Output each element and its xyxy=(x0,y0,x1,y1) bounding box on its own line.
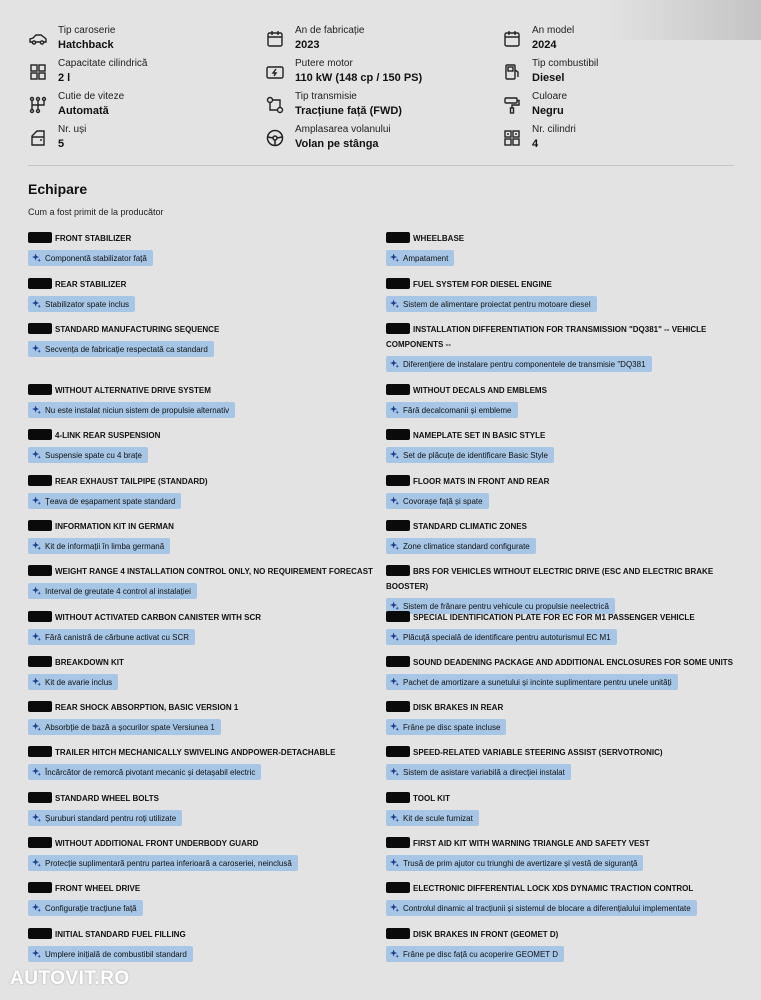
equipment-name: SPEED-RELATED VARIABLE STEERING ASSIST (SERVOTRONIC) xyxy=(413,748,663,757)
spec-value: Tracțiune față (FWD) xyxy=(295,105,402,117)
equipment-name: ELECTRONIC DIFFERENTIAL LOCK XDS DYNAMIC TRACTION CONTROL xyxy=(413,884,694,893)
sparkle-icon xyxy=(32,903,41,912)
equipment-code-redacted xyxy=(28,520,52,531)
equipment-name-line xyxy=(386,474,741,489)
equipment-description: Zone climatice standard configurate xyxy=(403,542,530,551)
section-divider xyxy=(28,165,734,166)
equipment-item xyxy=(386,383,741,418)
equipment-name: REAR EXHAUST TAILPIPE (STANDARD) xyxy=(55,477,208,486)
sparkle-icon xyxy=(390,632,399,641)
equipment-name: SPECIAL IDENTIFICATION PLATE FOR EC FOR M1 PASSENGER VEHICLE xyxy=(413,613,695,622)
equipment-code-redacted xyxy=(386,611,410,622)
equipment-code-redacted xyxy=(386,384,410,395)
equipment-item xyxy=(386,836,741,871)
equipment-name: STANDARD MANUFACTURING SEQUENCE xyxy=(55,325,220,334)
equipment-name-line xyxy=(386,428,741,443)
equipment-code-redacted xyxy=(386,520,410,531)
equipment-item xyxy=(28,836,383,871)
sparkle-icon xyxy=(32,344,41,353)
equipment-description: Configurație tracțiune față xyxy=(45,904,137,913)
equipment-code-redacted xyxy=(28,837,52,848)
equipment-name-line xyxy=(28,927,383,942)
equipment-code-redacted xyxy=(28,746,52,757)
equipment-description-chip xyxy=(386,855,643,871)
equipment-name: WITHOUT ALTERNATIVE DRIVE SYSTEM xyxy=(55,386,211,395)
sparkle-icon xyxy=(32,253,41,262)
equipment-name-line xyxy=(28,610,383,625)
equipment-item xyxy=(386,231,741,266)
sparkle-icon xyxy=(390,722,399,731)
autovit-watermark: AUTOVIT.RO xyxy=(10,968,130,989)
equipment-name-line xyxy=(386,655,741,670)
equipment-description: Secvența de fabricație respectată ca standard xyxy=(45,345,208,354)
equipment-name: STANDARD WHEEL BOLTS xyxy=(55,794,159,803)
equipment-code-redacted xyxy=(386,323,410,334)
equipment-item xyxy=(386,428,741,463)
equipment-item xyxy=(386,474,741,509)
equipment-item xyxy=(386,564,741,614)
equipment-item xyxy=(28,791,383,826)
equipment-description-chip xyxy=(386,764,571,780)
equipment-code-redacted xyxy=(386,278,410,289)
equipment-description: Fără canistră de cărbune activat cu SCR xyxy=(45,633,190,642)
sparkle-icon xyxy=(32,299,41,308)
equipment-description: Plăcuță specială de identificare pentru autoturismul EC M1 xyxy=(403,633,611,642)
equipment-name: TOOL KIT xyxy=(413,794,451,803)
equipment-description: Protecție suplimentară pentru partea inferioară a caroseriei, neinclusă xyxy=(45,859,292,868)
equipment-description-chip xyxy=(386,810,479,826)
equipment-code-redacted xyxy=(386,882,410,893)
equipment-item xyxy=(386,927,741,962)
equipment-code-redacted xyxy=(28,701,52,712)
spec-value: 5 xyxy=(58,138,65,150)
spec-label: Nr. cilindri xyxy=(532,124,576,135)
equipment-description-chip xyxy=(28,583,197,599)
equipment-code-redacted xyxy=(28,792,52,803)
sparkle-icon xyxy=(390,677,399,686)
equipment-name-line xyxy=(28,700,383,715)
equipment-description-chip xyxy=(28,296,135,312)
equipment-description-chip xyxy=(386,356,652,372)
cylinders-icon xyxy=(502,128,522,148)
spec-label: Tip combustibil xyxy=(532,58,599,69)
spec-value: Negru xyxy=(532,105,564,117)
sparkle-icon xyxy=(32,949,41,958)
equipment-name-line xyxy=(28,474,383,489)
equipment-description: Sistem de asistare variabilă a direcției instalat xyxy=(403,768,565,777)
spec-value: Hatchback xyxy=(58,39,114,51)
equipment-code-redacted xyxy=(28,882,52,893)
equipment-description-chip xyxy=(386,900,697,916)
sparkle-icon xyxy=(390,903,399,912)
equipment-item xyxy=(386,700,741,735)
equipment-code-redacted xyxy=(28,611,52,622)
equipment-name: DISK BRAKES IN FRONT (GEOMET D) xyxy=(413,930,559,939)
equipment-description-chip xyxy=(386,538,536,554)
equipment-description: Set de plăcuțe de identificare Basic Style xyxy=(403,451,548,460)
spec-label: Putere motor xyxy=(295,58,353,69)
spec-value: 110 kW (148 cp / 150 PS) xyxy=(295,72,423,84)
equipment-description-chip xyxy=(28,629,195,645)
equipment-item xyxy=(28,881,383,916)
equipment-code-redacted xyxy=(386,656,410,667)
sparkle-icon xyxy=(32,858,41,867)
equipment-name: NAMEPLATE SET IN BASIC STYLE xyxy=(413,431,546,440)
equipment-name-line xyxy=(386,322,741,352)
equipment-title: Echipare xyxy=(28,181,88,197)
equipment-name: WITHOUT ACTIVATED CARBON CANISTER WITH SCR xyxy=(55,613,262,622)
sparkle-icon xyxy=(32,496,41,505)
equipment-item xyxy=(386,610,741,645)
equipment-description: Frâne pe disc spate incluse xyxy=(403,723,501,732)
equipment-name: WHEELBASE xyxy=(413,234,465,243)
equipment-name: BRS FOR VEHICLES WITHOUT ELECTRIC DRIVE (ESC AND ELECTRIC BRAKE BOOSTER) xyxy=(386,567,714,591)
sparkle-icon xyxy=(390,858,399,867)
equipment-description-chip xyxy=(28,250,153,266)
equipment-description-chip xyxy=(386,946,564,962)
equipment-description: Fără decalcomanii și embleme xyxy=(403,406,512,415)
equipment-description-chip xyxy=(28,855,298,871)
sparkle-icon xyxy=(32,586,41,595)
equipment-description: Pachet de amortizare a sunetului și incinte suplimentare pentru unele unități xyxy=(403,678,672,687)
equipment-name-line xyxy=(386,791,741,806)
specs-grid xyxy=(0,0,761,160)
spec-value: 2 l xyxy=(58,72,71,84)
equipment-item xyxy=(28,383,383,418)
equipment-description-chip xyxy=(28,402,235,418)
equipment-code-redacted xyxy=(28,278,52,289)
equipment-description: Componentă stabilizator față xyxy=(45,254,147,263)
engine-icon xyxy=(28,62,48,82)
equipment-code-redacted xyxy=(386,429,410,440)
spec-label: Amplasarea volanului xyxy=(295,124,391,135)
sparkle-icon xyxy=(390,299,399,308)
equipment-description: Covorașe față și spate xyxy=(403,497,483,506)
equipment-description: Trusă de prim ajutor cu triunghi de avertizare și vestă de siguranță xyxy=(403,859,638,868)
equipment-description-chip xyxy=(386,493,489,509)
sparkle-icon xyxy=(32,722,41,731)
door-icon xyxy=(28,128,48,148)
sparkle-icon xyxy=(390,450,399,459)
sparkle-icon xyxy=(390,767,399,776)
spec-label: Cutie de viteze xyxy=(58,91,125,102)
equipment-description-chip xyxy=(28,493,181,509)
equipment-name-line xyxy=(28,655,383,670)
equipment-description-chip xyxy=(386,402,518,418)
equipment-name-line xyxy=(28,881,383,896)
equipment-description: Absorbție de bază a șocurilor spate Versiunea 1 xyxy=(45,723,215,732)
calendar-icon xyxy=(502,29,522,49)
equipment-name-line xyxy=(386,519,741,534)
equipment-description-chip xyxy=(386,296,597,312)
equipment-description: Kit de avarie inclus xyxy=(45,678,113,687)
equipment-description: Nu este instalat niciun sistem de propulsie alternativ xyxy=(45,406,230,415)
equipment-item xyxy=(28,519,383,554)
equipment-code-redacted xyxy=(386,475,410,486)
equipment-name-line xyxy=(28,791,383,806)
equipment-code-redacted xyxy=(28,656,52,667)
equipment-name: INITIAL STANDARD FUEL FILLING xyxy=(55,930,186,939)
sparkle-icon xyxy=(390,541,399,550)
equipment-name: FUEL SYSTEM FOR DIESEL ENGINE xyxy=(413,280,552,289)
equipment-description: Încărcător de remorcă pivotant mecanic și detașabil electric xyxy=(45,768,256,777)
equipment-subtitle: Cum a fost primit de la producător xyxy=(28,207,164,217)
equipment-name-line xyxy=(386,564,741,594)
equipment-name-line xyxy=(28,383,383,398)
equipment-name: BREAKDOWN KIT xyxy=(55,658,124,667)
equipment-code-redacted xyxy=(28,928,52,939)
sparkle-icon xyxy=(390,359,399,368)
equipment-item xyxy=(386,745,741,780)
equipment-item xyxy=(28,927,383,962)
equipment-code-redacted xyxy=(386,701,410,712)
equipment-name: WITHOUT ADDITIONAL FRONT UNDERBODY GUARD xyxy=(55,839,259,848)
sparkle-icon xyxy=(32,541,41,550)
spec-label: Tip caroserie xyxy=(58,25,116,36)
equipment-item xyxy=(386,791,741,826)
sparkle-icon xyxy=(32,632,41,641)
equipment-name: FIRST AID KIT WITH WARNING TRIANGLE AND SAFETY VEST xyxy=(413,839,650,848)
spec-label: Capacitate cilindrică xyxy=(58,58,148,69)
equipment-name-line xyxy=(386,881,741,896)
equipment-description: Umplere inițială de combustibil standard xyxy=(45,950,187,959)
equipment-code-redacted xyxy=(28,429,52,440)
spec-label: Tip transmisie xyxy=(295,91,357,102)
equipment-code-redacted xyxy=(386,837,410,848)
equipment-name-line xyxy=(386,927,741,942)
equipment-name: STANDARD CLIMATIC ZONES xyxy=(413,522,527,531)
equipment-code-redacted xyxy=(386,928,410,939)
equipment-name: FRONT WHEEL DRIVE xyxy=(55,884,141,893)
spec-value: 4 xyxy=(532,138,539,150)
spec-value: Automată xyxy=(58,105,109,117)
equipment-description-chip xyxy=(28,900,143,916)
equipment-description-chip xyxy=(28,810,182,826)
equipment-code-redacted xyxy=(28,384,52,395)
equipment-name: FRONT STABILIZER xyxy=(55,234,132,243)
equipment-description: Kit de scule furnizat xyxy=(403,814,473,823)
equipment-description: Diferențiere de instalare pentru componentele de transmisie "DQ381 xyxy=(403,360,646,369)
equipment-name: WEIGHT RANGE 4 INSTALLATION CONTROL ONLY, NO REQUIREMENT FORECAST xyxy=(55,567,373,576)
equipment-name-line xyxy=(28,745,383,760)
equipment-description-chip xyxy=(386,447,554,463)
fuel-icon xyxy=(502,62,522,82)
equipment-name: FLOOR MATS IN FRONT AND REAR xyxy=(413,477,550,486)
equipment-code-redacted xyxy=(386,565,410,576)
equipment-name-line xyxy=(28,428,383,443)
equipment-name-line xyxy=(386,836,741,851)
equipment-name-line xyxy=(386,745,741,760)
equipment-name-line xyxy=(386,277,741,292)
equipment-item xyxy=(28,700,383,735)
equipment-description-chip xyxy=(28,764,261,780)
spec-value: Volan pe stânga xyxy=(295,138,379,150)
spec-label: Culoare xyxy=(532,91,568,102)
equipment-name-line xyxy=(386,231,741,246)
equipment-description: Interval de greutate 4 control al instalației xyxy=(45,587,191,596)
equipment-code-redacted xyxy=(386,746,410,757)
equipment-description: Șuruburi standard pentru roți utilizate xyxy=(45,814,177,823)
equipment-description: Stabilizator spate inclus xyxy=(45,300,130,309)
paint-roller-icon xyxy=(502,95,522,115)
equipment-description: Țeava de eșapament spate standard xyxy=(45,497,176,506)
equipment-description: Controlul dinamic al tracțiunii și sistemul de blocare a diferențialului implementate xyxy=(403,904,691,913)
equipment-description: Suspensie spate cu 4 brațe xyxy=(45,451,142,460)
spec-value: 2023 xyxy=(295,39,320,51)
calendar-icon xyxy=(265,29,285,49)
sparkle-icon xyxy=(32,450,41,459)
car-icon xyxy=(28,29,48,49)
equipment-name-line xyxy=(386,700,741,715)
equipment-item xyxy=(28,277,383,312)
equipment-description-chip xyxy=(28,946,193,962)
equipment-name: INFORMATION KIT IN GERMAN xyxy=(55,522,174,531)
equipment-item xyxy=(28,231,383,266)
equipment-description-chip xyxy=(28,538,170,554)
sparkle-icon xyxy=(390,496,399,505)
sparkle-icon xyxy=(390,813,399,822)
equipment-name: WITHOUT DECALS AND EMBLEMS xyxy=(413,386,547,395)
equipment-item xyxy=(28,610,383,645)
equipment-description-chip xyxy=(28,447,148,463)
equipment-description-chip xyxy=(386,674,678,690)
spec-label: An de fabricație xyxy=(295,25,365,36)
equipment-item xyxy=(28,745,383,780)
sparkle-icon xyxy=(32,677,41,686)
equipment-name-line xyxy=(28,231,383,246)
sparkle-icon xyxy=(390,405,399,414)
equipment-code-redacted xyxy=(28,565,52,576)
sparkle-icon xyxy=(32,405,41,414)
equipment-description: Sistem de frânare pentru vehicule cu propulsie neelectrică xyxy=(403,602,609,611)
equipment-description-chip xyxy=(386,629,617,645)
sparkle-icon xyxy=(32,813,41,822)
power-icon xyxy=(265,62,285,82)
steering-wheel-icon xyxy=(265,128,285,148)
sparkle-icon xyxy=(390,601,399,610)
equipment-code-redacted xyxy=(386,232,410,243)
equipment-item xyxy=(386,881,741,916)
sparkle-icon xyxy=(32,767,41,776)
equipment-name-line xyxy=(28,519,383,534)
equipment-code-redacted xyxy=(28,232,52,243)
equipment-name: SOUND DEADENING PACKAGE AND ADDITIONAL ENCLOSURES FOR SOME UNITS xyxy=(413,658,734,667)
equipment-item xyxy=(28,655,383,690)
equipment-item xyxy=(386,655,741,690)
equipment-name: REAR SHOCK ABSORPTION, BASIC VERSION 1 xyxy=(55,703,239,712)
spec-label: An model xyxy=(532,25,575,36)
equipment-description-chip xyxy=(386,250,454,266)
equipment-name-line xyxy=(386,383,741,398)
equipment-item xyxy=(386,519,741,554)
equipment-item xyxy=(28,474,383,509)
equipment-item xyxy=(28,564,383,599)
equipment-description-chip xyxy=(386,719,506,735)
equipment-description: Ampatament xyxy=(403,254,449,263)
equipment-item xyxy=(386,322,741,372)
equipment-code-redacted xyxy=(28,475,52,486)
transmission-icon xyxy=(265,95,285,115)
equipment-name: 4-LINK REAR SUSPENSION xyxy=(55,431,161,440)
equipment-name-line xyxy=(28,564,383,579)
equipment-description: Frâne pe disc față cu acoperire GEOMET D xyxy=(403,950,559,959)
equipment-name-line xyxy=(28,277,383,292)
equipment-description-chip xyxy=(28,341,214,357)
equipment-name: REAR STABILIZER xyxy=(55,280,127,289)
equipment-name-line xyxy=(28,836,383,851)
spec-label: Nr. uși xyxy=(58,124,87,135)
equipment-item xyxy=(28,322,383,357)
equipment-name-line xyxy=(28,322,383,337)
equipment-code-redacted xyxy=(386,792,410,803)
gearbox-icon xyxy=(28,95,48,115)
equipment-description: Kit de informații în limba germană xyxy=(45,542,165,551)
sparkle-icon xyxy=(390,253,399,262)
equipment-item xyxy=(28,428,383,463)
equipment-item xyxy=(386,277,741,312)
equipment-name-line xyxy=(386,610,741,625)
equipment-description: Sistem de alimentare proiectat pentru motoare diesel xyxy=(403,300,591,309)
equipment-description-chip xyxy=(28,674,118,690)
equipment-name: TRAILER HITCH MECHANICALLY SWIVELING ANDPOWER-DETACHABLE xyxy=(55,748,336,757)
sparkle-icon xyxy=(390,949,399,958)
equipment-name: INSTALLATION DIFFERENTIATION FOR TRANSMISSION "DQ381" -- VEHICLE COMPONENTS -- xyxy=(386,325,707,349)
equipment-description-chip xyxy=(28,719,221,735)
equipment-code-redacted xyxy=(28,323,52,334)
spec-value: 2024 xyxy=(532,39,557,51)
spec-value: Diesel xyxy=(532,72,565,84)
equipment-name: DISK BRAKES IN REAR xyxy=(413,703,504,712)
